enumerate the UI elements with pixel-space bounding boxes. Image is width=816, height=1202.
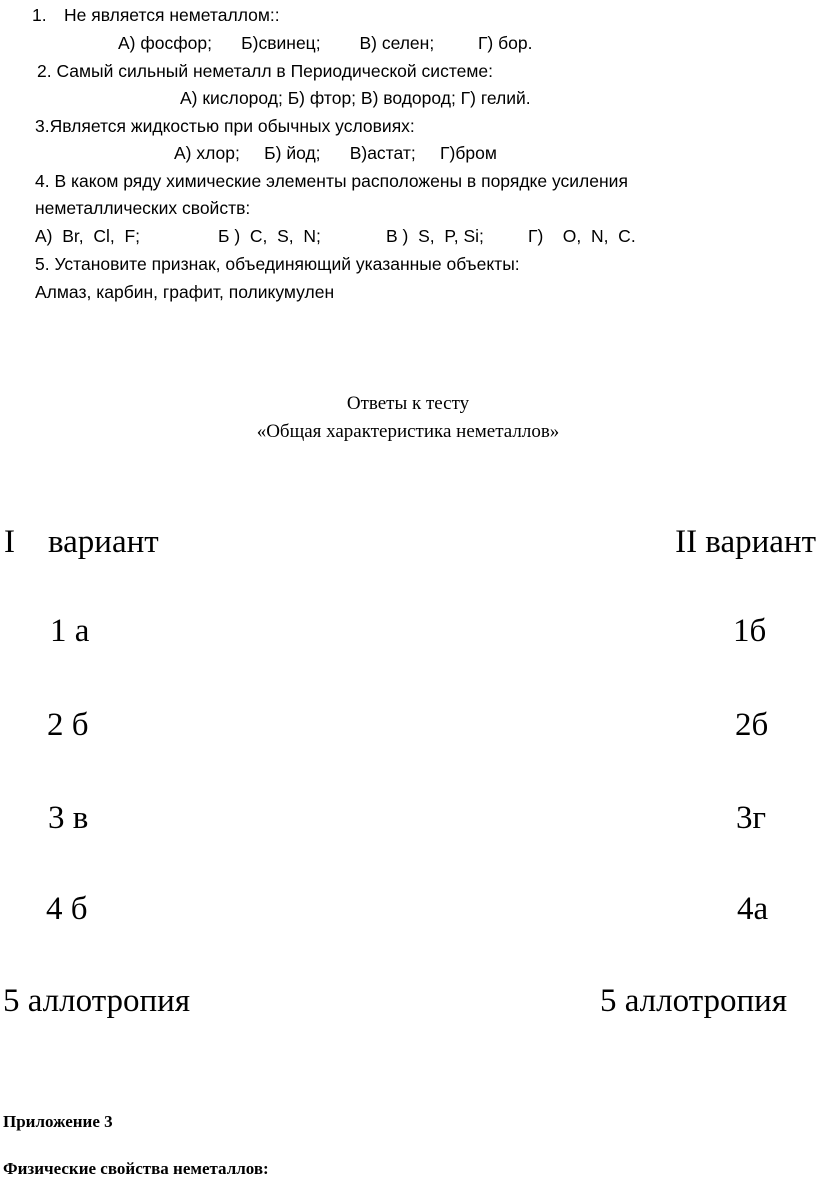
answers-title: Ответы к тесту <box>346 393 470 414</box>
variant1-header: I вариант <box>4 524 159 560</box>
q1-text: Не является неметаллом:: <box>64 5 280 25</box>
variant2-answer-3: 3г <box>736 800 767 836</box>
variant1-answer-5: 5 аллотропия <box>3 983 191 1019</box>
appendix-title: Приложение 3 <box>3 1112 113 1131</box>
variant2-answer-1: 1б <box>733 613 767 649</box>
q4-option-c: В ) S, P, Si; <box>386 226 484 246</box>
variant1-answer-3: 3 в <box>48 800 89 836</box>
q1-options: А) фосфор; Б)свинец; В) селен; Г) бор. <box>118 33 533 53</box>
q4-option-a: А) Br, Cl, F; <box>35 226 141 246</box>
variant2-answer-2: 2б <box>735 707 769 743</box>
q4-text-line2: неметаллических свойств: <box>35 198 251 218</box>
variant2-header: II вариант <box>675 524 816 560</box>
q3-options: А) хлор; Б) йод; В)астат; Г)бром <box>174 143 497 163</box>
q2-text: 2. Самый сильный неметалл в Периодической системе: <box>37 61 494 81</box>
variant1-answer-4: 4 б <box>46 891 88 927</box>
q4-option-d: Г) O, N, C. <box>528 226 636 246</box>
variant2-answer-5: 5 аллотропия <box>600 983 788 1019</box>
q1-number: 1. <box>32 5 47 25</box>
appendix-subtitle: Физические свойства неметаллов: <box>3 1159 269 1178</box>
q3-text: 3.Является жидкостью при обычных условиях: <box>35 116 415 136</box>
q5-text: 5. Установите признак, объединяющий указанные объекты: <box>35 254 520 274</box>
q2-options: А) кислород; Б) фтор; В) водород; Г) гелий. <box>180 88 531 108</box>
q4-option-b: Б ) C, S, N; <box>218 226 321 246</box>
variant1-answer-2: 2 б <box>47 707 89 743</box>
variant1-answer-1: 1 а <box>50 613 90 649</box>
answers-subtitle: «Общая характеристика неметаллов» <box>256 421 560 442</box>
q5-objects: Алмаз, карбин, графит, поликумулен <box>35 282 335 302</box>
variant2-answer-4: 4а <box>737 891 769 927</box>
q4-text-line1: 4. В каком ряду химические элементы расположены в порядке усиления <box>35 171 628 191</box>
